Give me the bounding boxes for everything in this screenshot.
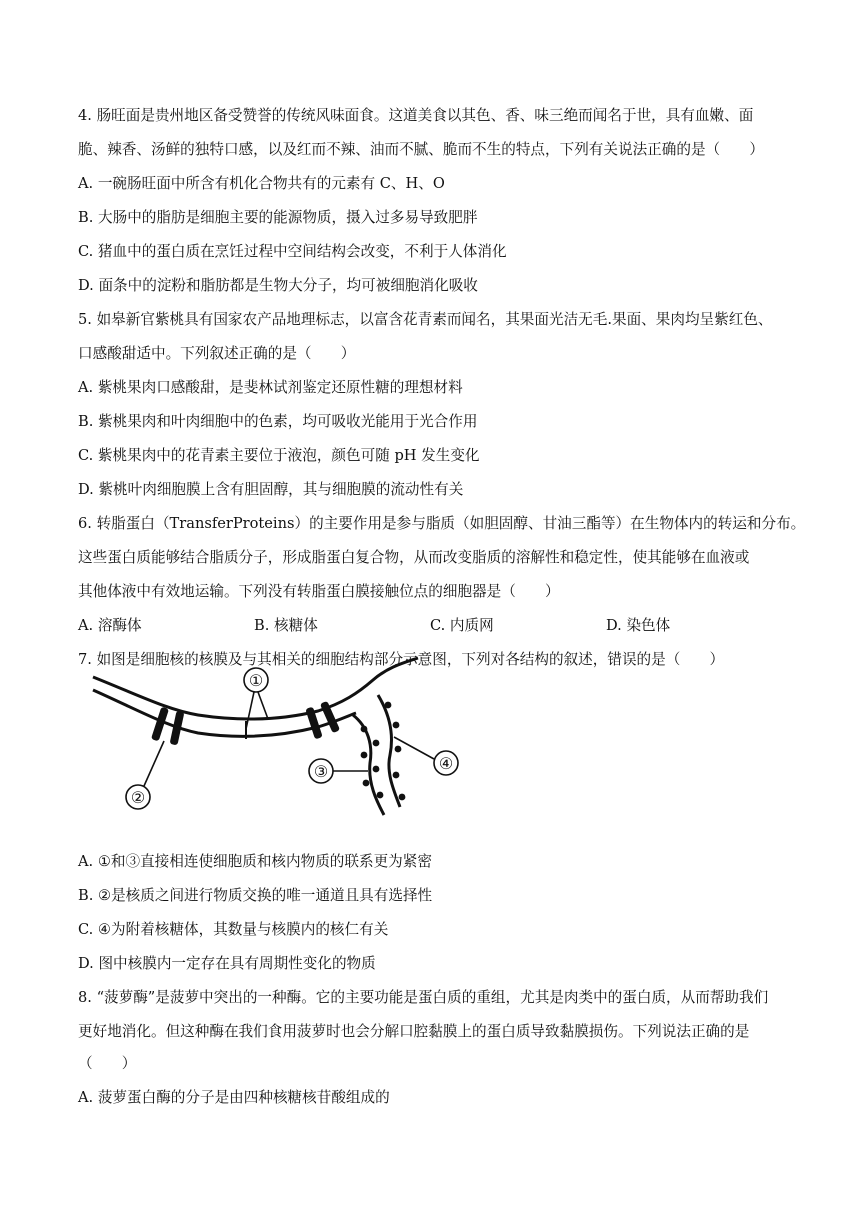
q5-option-c: C. 紫桃果肉中的花青素主要位于液泡，颜色可随 pH 发生变化 xyxy=(78,447,480,464)
q6-option-a: A. 溶酶体 xyxy=(78,617,142,634)
nuclear-envelope-figure xyxy=(88,655,468,820)
nuclear-pore-right xyxy=(305,701,340,740)
ribosomes xyxy=(361,702,406,801)
q8-stem-line-2: 更好地消化。但这种酶在我们食用菠萝时也会分解口腔黏膜上的蛋白质导致黏膜损伤。下列说法正确的是 xyxy=(78,1023,750,1040)
q6-stem-line-3: 其他体液中有效地运输。下列没有转脂蛋白膜接触位点的细胞器是（ ） xyxy=(78,583,560,600)
q5-option-b: B. 紫桃果肉和叶肉细胞中的色素，均可吸收光能用于光合作用 xyxy=(78,413,478,430)
q5-option-d: D. 紫桃叶肉细胞膜上含有胆固醇，其与细胞膜的流动性有关 xyxy=(78,481,464,498)
q8-stem-line-3: （ ） xyxy=(78,1055,137,1072)
q8-stem-line-1: 8. “菠萝酶”是菠萝中突出的一种酶。它的主要功能是蛋白质的重组，尤其是肉类中的蛋白质，从而帮助我们 xyxy=(78,989,769,1006)
q5-option-a: A. 紫桃果肉口感酸甜，是斐林试剂鉴定还原性糖的理想材料 xyxy=(78,379,463,396)
q6-option-c: C. 内质网 xyxy=(430,617,494,634)
q4-stem-line-1: 4. 肠旺面是贵州地区备受赞誉的传统风味面食。这道美食以其色、香、味三绝而闻名于世，具有血嫩、面 xyxy=(78,107,754,124)
q5-stem-line-1: 5. 如皋新官紫桃具有国家农产品地理标志，以富含花青素而闻名，其果面光洁无毛.果面、果肉均呈紫红色、 xyxy=(78,311,773,328)
q6-stem-line-2: 这些蛋白质能够结合脂质分子，形成脂蛋白复合物，从而改变脂质的溶解性和稳定性，使其能够在血液或 xyxy=(78,549,750,566)
q5-stem-line-2: 口感酸甜适中。下列叙述正确的是（ ） xyxy=(78,345,356,362)
label-4: ④ xyxy=(438,754,454,773)
label-1: ① xyxy=(248,671,264,690)
q7-option-a: A. ①和③直接相连使细胞质和核内物质的联系更为紧密 xyxy=(78,853,432,870)
q7-stem-line-1: 7. 如图是细胞核的核膜及与其相关的细胞结构部分示意图，下列对各结构的叙述，错误的是（ ） xyxy=(78,651,725,668)
q4-stem-line-2: 脆、辣香、汤鲜的独特口感，以及红而不辣、油而不腻、脆而不生的特点，下列有关说法正确的是（ ） xyxy=(78,141,764,158)
q6-stem-line-1: 6. 转脂蛋白（TransferProteins）的主要作用是参与脂质（如胆固醇、甘油三酯等）在生物体内的转运和分布。 xyxy=(78,515,806,532)
q4-option-d: D. 面条中的淀粉和脂肪都是生物大分子，均可被细胞消化吸收 xyxy=(78,277,478,294)
nuclear-pore-left xyxy=(151,707,185,746)
q4-option-b: B. 大肠中的脂肪是细胞主要的能源物质，摄入过多易导致肥胖 xyxy=(78,209,478,226)
q7-option-b: B. ②是核质之间进行物质交换的唯一通道且具有选择性 xyxy=(78,887,433,904)
q4-option-a: A. 一碗肠旺面中所含有机化合物共有的元素有 C、H、O xyxy=(78,175,445,192)
q6-option-d: D. 染色体 xyxy=(606,617,671,634)
er-membrane-left xyxy=(353,715,384,815)
q6-option-b: B. 核糖体 xyxy=(254,617,318,634)
q8-option-a: A. 菠萝蛋白酶的分子是由四种核糖核苷酸组成的 xyxy=(78,1089,390,1106)
q7-option-c: C. ④为附着核糖体，其数量与核膜内的核仁有关 xyxy=(78,921,389,938)
label-3: ③ xyxy=(313,762,329,781)
q7-option-d: D. 图中核膜内一定存在具有周期性变化的物质 xyxy=(78,955,376,972)
q4-option-c: C. 猪血中的蛋白质在烹饪过程中空间结构会改变，不利于人体消化 xyxy=(78,243,507,260)
label-2: ② xyxy=(130,788,146,807)
